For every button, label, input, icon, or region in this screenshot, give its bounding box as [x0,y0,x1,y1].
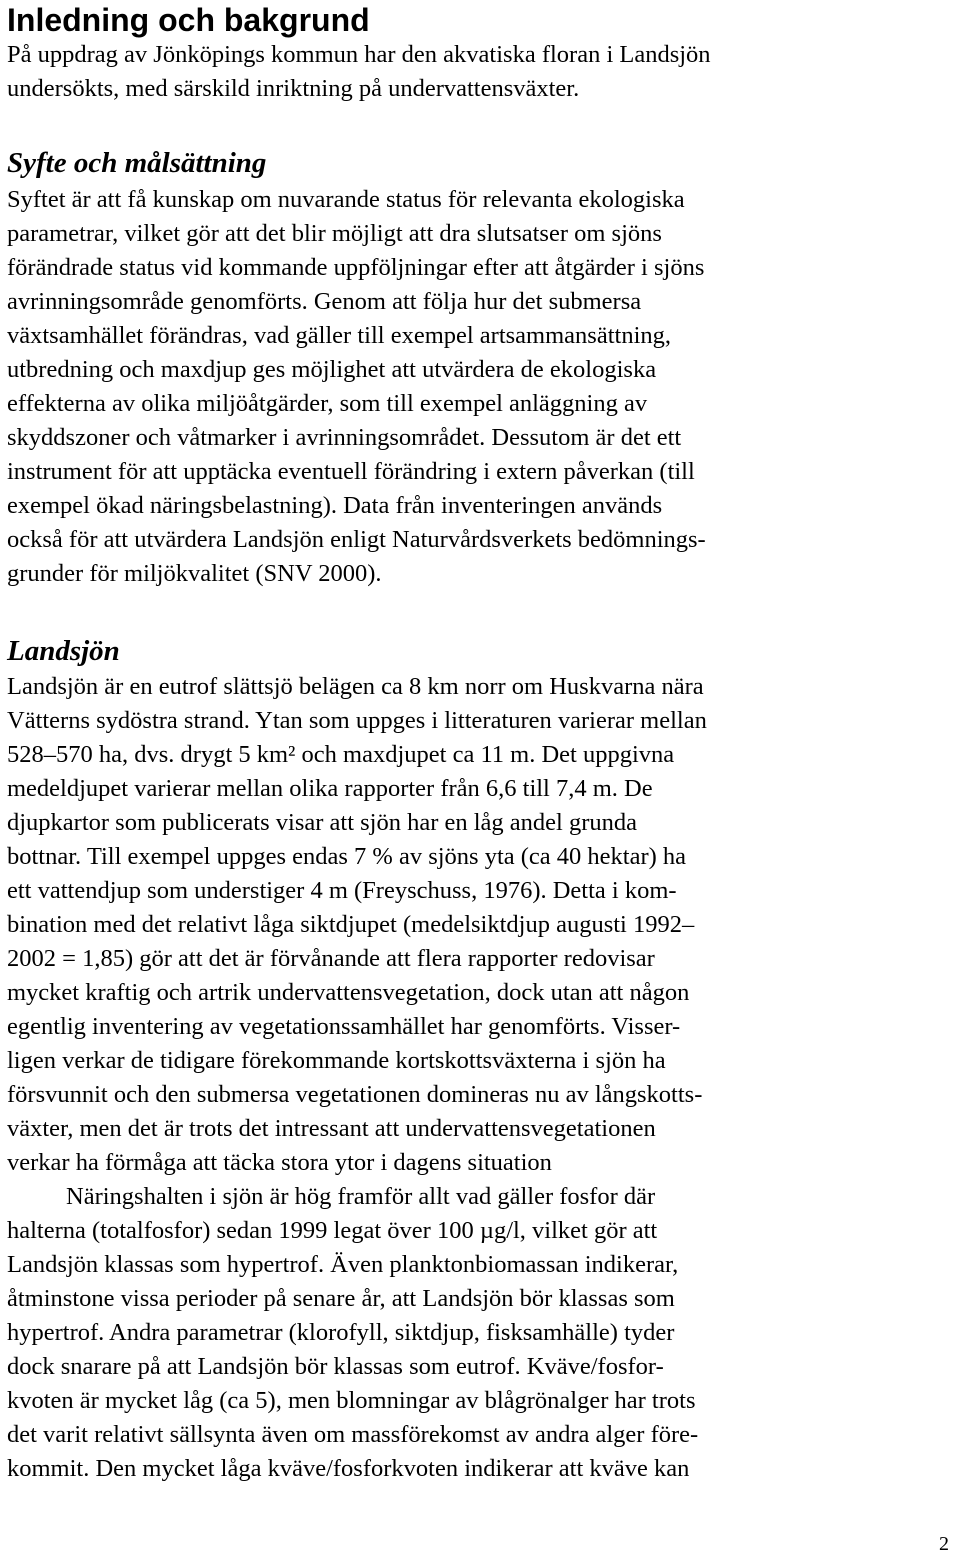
lake-line: ligen verkar de tidigare förekommande kortskottsväxterna i sjön ha [7,1047,666,1074]
purpose-line: också för att utvärdera Landsjön enligt Naturvårdsverkets bedömnings- [7,526,706,553]
lake-line: halterna (totalfosfor) sedan 1999 legat över 100 µg/l, vilket gör att [7,1217,658,1244]
lake-line: djupkartor som publicerats visar att sjön har en låg andel grunda [7,809,638,836]
heading-intro: Inledning och bakgrund [7,2,370,38]
lake-line: det varit relativt sällsynta även om massförekomst av andra alger före- [7,1421,699,1448]
lake-line: 2002 = 1,85) gör att det är förvånande att flera rapporter redovisar [7,945,655,972]
lake-line: dock snarare på att Landsjön bör klassas som eutrof. Kväve/fosfor- [7,1353,664,1380]
purpose-line: parametrar, vilket gör att det blir möjligt att dra slutsatser om sjöns [7,220,662,247]
lake-line: bination med det relativt låga siktdjupet (medelsiktdjup augusti 1992– [7,911,695,938]
lake-line: ett vattendjup som understiger 4 m (Freyschuss, 1976). Detta i kom- [7,877,677,904]
heading-lake: Landsjön [7,635,120,667]
purpose-line: instrument för att upptäcka eventuell förändring i extern påverkan (till [7,458,695,485]
purpose-line: utbredning och maxdjup ges möjlighet att utvärdera de ekologiska [7,356,657,383]
lake-line: Landsjön klassas som hypertrof. Även planktonbiomassan indikerar, [7,1251,679,1278]
lake-line: mycket kraftig och artrik undervattensvegetation, dock utan att någon [7,979,690,1006]
purpose-line: växtsamhället förändras, vad gäller till exempel artsammansättning, [7,322,672,349]
purpose-line: Syftet är att få kunskap om nuvarande status för relevanta ekologiska [7,186,685,213]
purpose-line: förändrade status vid kommande uppföljningar efter att åtgärder i sjöns [7,254,705,281]
purpose-line: skyddszoner och våtmarker i avrinningsområdet. Dessutom är det ett [7,424,682,451]
page-number: 2 [939,1533,949,1555]
purpose-line: avrinningsområde genomförts. Genom att följa hur det submersa [7,288,642,315]
lake-line: försvunnit och den submersa vegetationen domineras nu av långskotts- [7,1081,703,1108]
intro-line: På uppdrag av Jönköpings kommun har den akvatiska floran i Landsjön [7,41,711,68]
lake-line: Näringshalten i sjön är hög framför allt vad gäller fosfor där [66,1183,656,1210]
intro-line: undersökts, med särskild inriktning på undervattensväxter. [7,75,580,102]
lake-line: verkar ha förmåga att täcka stora ytor i dagens situation [7,1149,552,1176]
heading-purpose: Syfte och målsättning [7,147,267,179]
purpose-line: grunder för miljökvalitet (SNV 2000). [7,560,382,587]
lake-line: 528–570 ha, dvs. drygt 5 km² och maxdjupet ca 11 m. Det uppgivna [7,741,675,768]
lake-line: medeldjupet varierar mellan olika rapporter från 6,6 till 7,4 m. De [7,775,653,802]
purpose-line: effekterna av olika miljöåtgärder, som till exempel anläggning av [7,390,648,417]
lake-line: växter, men det är trots det intressant att undervattensvegetationen [7,1115,656,1142]
lake-line: åtminstone vissa perioder på senare år, att Landsjön bör klassas som [7,1285,675,1312]
lake-line: egentlig inventering av vegetationssamhället har genomförts. Visser- [7,1013,681,1040]
lake-line: Vätterns sydöstra strand. Ytan som uppges i litteraturen varierar mellan [7,707,707,734]
lake-line: bottnar. Till exempel uppges endas 7 % av sjöns yta (ca 40 hektar) ha [7,843,687,870]
lake-line: hypertrof. Andra parametrar (klorofyll, siktdjup, fisksamhälle) tyder [7,1319,675,1346]
lake-line: kvoten är mycket låg (ca 5), men blomningar av blågrönalger har trots [7,1387,696,1414]
purpose-line: exempel ökad näringsbelastning). Data från inventeringen används [7,492,663,519]
lake-line: Landsjön är en eutrof slättsjö belägen ca 8 km norr om Huskvarna nära [7,673,704,700]
lake-line: kommit. Den mycket låga kväve/fosforkvoten indikerar att kväve kan [7,1455,690,1482]
